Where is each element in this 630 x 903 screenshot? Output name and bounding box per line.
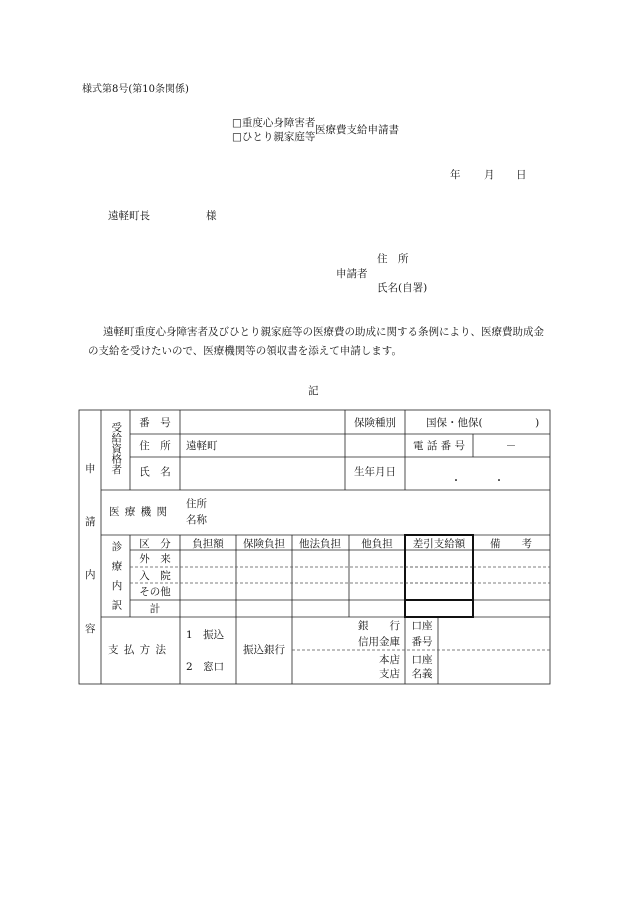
addressee-name: 遠軽町長 bbox=[108, 210, 150, 222]
head-office-label: 本店 bbox=[379, 654, 400, 666]
col-burden: 負担額 bbox=[192, 538, 224, 550]
row-other: その他 bbox=[139, 586, 171, 598]
birth-dot-1: ・ bbox=[450, 475, 462, 487]
institution-address-label: 住所 bbox=[186, 498, 207, 510]
name-label: 氏 名 bbox=[139, 466, 171, 478]
page-title: 医療費支給申請書 bbox=[315, 124, 399, 136]
recipient-label bbox=[109, 422, 123, 475]
birth-label: 生年月日 bbox=[354, 466, 396, 478]
insurance-type-label: 保険種別 bbox=[354, 417, 396, 429]
payment-option-transfer[interactable]: 1 振込 bbox=[186, 629, 225, 641]
institution-name-label: 名称 bbox=[186, 514, 207, 526]
side-label-char-1: 申 bbox=[85, 463, 96, 475]
account-label-2: 口座 bbox=[411, 654, 433, 666]
recipient-label-text: 受給資格者 bbox=[110, 422, 123, 475]
body-text-line-1: 遠軽町重度心身障害者及びひとり親家庭等の医療費の助成に関する条例により、医療費助成金 bbox=[103, 326, 544, 338]
branch-label: 支店 bbox=[379, 668, 400, 680]
phone-value[interactable]: － bbox=[505, 440, 517, 452]
date-year: 年 bbox=[450, 169, 461, 181]
date-month: 月 bbox=[484, 169, 495, 181]
medical-breakdown-label: 診療内訳 bbox=[110, 541, 123, 619]
bank-label: 銀 行 bbox=[358, 620, 400, 632]
col-insurance-burden: 保険負担 bbox=[243, 538, 285, 550]
col-remarks: 備 考 bbox=[490, 538, 532, 550]
applicant-name-label: 氏名(自署) bbox=[377, 282, 428, 294]
form-number: 様式第8号(第10条関係) bbox=[82, 84, 189, 95]
transfer-bank-label: 振込銀行 bbox=[243, 644, 285, 656]
payment-method-label: 支 払 方 法 bbox=[108, 644, 168, 656]
shinkin-label: 信用金庫 bbox=[358, 636, 400, 648]
row-total: 計 bbox=[149, 603, 161, 615]
applicant-label: 申請者 bbox=[336, 268, 368, 280]
address-label: 住 所 bbox=[139, 440, 171, 452]
col-net-payment: 差引支給額 bbox=[412, 538, 466, 550]
col-category: 区 分 bbox=[139, 538, 171, 550]
ki-heading: 記 bbox=[308, 385, 319, 397]
date-day: 日 bbox=[516, 169, 527, 181]
body-text-line-2: の支給を受けたいので、医療機関等の領収書を添えて申請します。 bbox=[88, 345, 402, 357]
row-inpatient: 入 院 bbox=[139, 570, 171, 582]
account-name-label: 名義 bbox=[411, 668, 433, 680]
payment-option-counter[interactable]: 2 窓口 bbox=[186, 661, 225, 673]
col-other-burden: 他負担 bbox=[361, 538, 393, 550]
insurance-type-value[interactable]: 国保・他保( ) bbox=[426, 417, 540, 429]
birth-dot-2: ・ bbox=[493, 475, 505, 487]
side-label-char-4: 容 bbox=[85, 623, 96, 635]
account-label-1: 口座 bbox=[411, 620, 433, 632]
side-label-char-2: 請 bbox=[85, 516, 96, 528]
side-label-char-3: 内 bbox=[85, 569, 96, 581]
addressee-honorific: 様 bbox=[206, 210, 217, 222]
institution-label: 医 療 機 関 bbox=[109, 506, 169, 518]
account-number-label: 番号 bbox=[411, 636, 433, 648]
address-value[interactable]: 遠軽町 bbox=[186, 440, 218, 452]
title-option-single-parent[interactable]: □ひとり親家庭等 bbox=[232, 131, 316, 143]
col-other-law-burden: 他法負担 bbox=[299, 538, 341, 550]
applicant-address-label: 住 所 bbox=[377, 253, 409, 265]
phone-label: 電 話 番 号 bbox=[412, 440, 466, 452]
number-label: 番 号 bbox=[139, 417, 171, 429]
title-option-disability[interactable]: □重度心身障害者 bbox=[232, 117, 316, 129]
row-outpatient: 外 来 bbox=[139, 553, 171, 565]
